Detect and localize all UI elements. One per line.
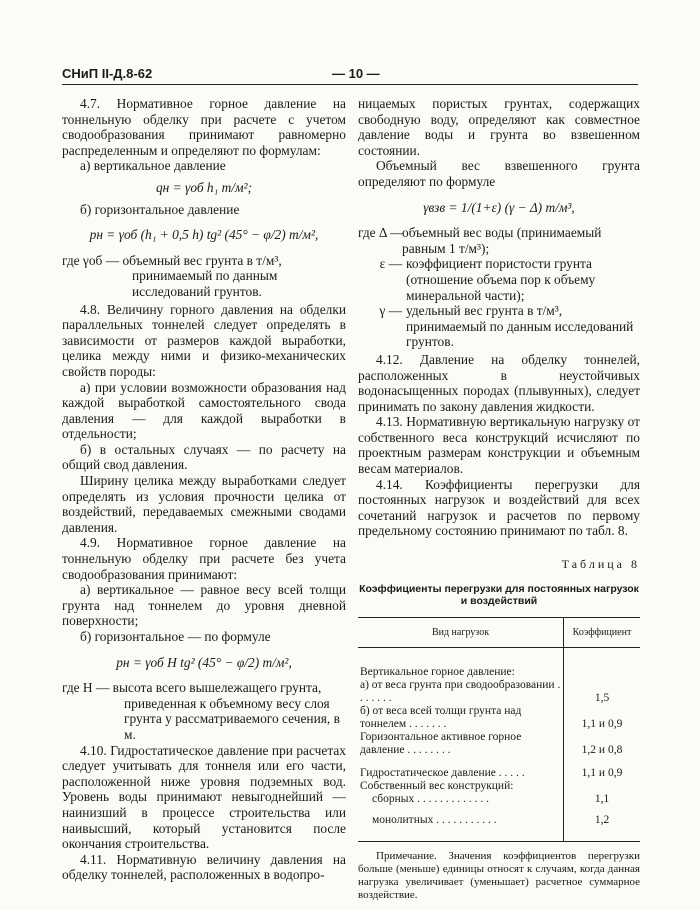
definition-gamma [358, 303, 640, 350]
table-header-row [358, 617, 640, 647]
table-row [358, 806, 640, 842]
table-row [358, 793, 640, 806]
paragraph-4-7: 4.7. Нормативное горное давление на тоннельную обделку при расчете с учетом сводообразования принимают равномерно распределенным и определяют по формулам: [62, 96, 346, 158]
load-type-cell: Горизонтальное активное горное давление . . . . . . . . [360, 730, 522, 756]
item-separate-vault: а) при условии возможности образования над каждой выработкой самостоятельного свода давления — для каждой выработки в отдельности; [62, 379, 346, 442]
paragraph-suspended-weight: Объемный вес взвешенного грунта определяют по формуле [358, 158, 640, 189]
formula-p2: pн = γоб H tg² (45° − φ/2) т/м², [116, 654, 292, 670]
definition-epsilon [358, 256, 640, 303]
load-type-cell: Гидростатическое давление . . . . . [360, 766, 525, 779]
definition-delta [358, 225, 640, 256]
table-row [358, 731, 640, 757]
item-horizontal-pressure: б) горизонтальное давление [80, 201, 240, 217]
paragraph-4-11: 4.11. Нормативную величину давления на обделку тоннелей, расположенных в водопро- [62, 851, 346, 883]
item-vertical-pressure: а) вертикальное давление [80, 158, 226, 174]
right-column [358, 96, 640, 902]
formula-gamma-vzv: γвзв = 1/(1+ε) (γ − Δ) т/м³, [423, 199, 575, 215]
paragraph-4-12: 4.12. Давление на обделку тоннелей, расположенных в неустойчивых водонасыщенных породах (плывунных), следует принимать по закону давления жидкости. [358, 351, 640, 414]
overload-coefficients-table [358, 617, 640, 842]
table-row [358, 679, 640, 705]
load-type-cell: Вертикальное горное давление: [360, 665, 515, 678]
table-title: Коэффициенты перегрузки для постоянных нагрузок и воздействий [359, 582, 639, 607]
paragraph-4-9: 4.9. Нормативное горное давление на тоннельную обделку при расчете без учета сводообразования принимают: [62, 535, 346, 582]
table-row [358, 705, 640, 731]
load-type-cell: сборных . . . . . . . . . . . . . [372, 792, 489, 805]
running-header [62, 66, 638, 85]
table-row [358, 647, 640, 679]
item-vertical: а) вертикальное — равное весу всей толщи грунта над тоннелем до уровня дневной поверхности; [62, 582, 346, 629]
table-row [358, 780, 640, 793]
paragraph-4-14: 4.14. Коэффициенты перегрузки для постоянных нагрузок и воздействий для всех сочетаний нагрузок и расчетов по первому предельному состоянию принимают по табл. 8. [358, 476, 640, 539]
paragraph-4-8: 4.8. Величину горного давления на обделки параллельных тоннелей следует определять в зависимости от размеров каждой выработки, целика между ними и физико-механических свойств породы: [62, 301, 346, 379]
definition-symbol: где Δ — [358, 225, 404, 241]
definition-text: удельный вес грунта в т/м³, принимаемый по данным исследований грунтов. [406, 303, 634, 350]
load-type-cell: а) от веса грунта при сводообразовании . . . . . . . [360, 678, 561, 704]
formula-p1: pн = γоб (h₁ + 0,5 h) tg² (45° − φ/2) т/м², [89, 227, 319, 243]
left-column [62, 96, 346, 883]
item-horizontal: б) горизонтальное — по формуле [80, 629, 271, 644]
item-common-vault: б) в остальных случаях — по расчету на общий свод давления. [62, 441, 346, 473]
coefficient-cell [564, 780, 641, 793]
definition-symbol: ε — [379, 256, 402, 272]
paragraph-pillar-width: Ширину целика между выработками следует определять из условия прочности целика от воздействий, передаваемых смежными сводами давления. [62, 473, 346, 535]
column-header-load-type: Вид нагрузок [358, 617, 564, 647]
table-row [358, 757, 640, 780]
definition-symbol: γ — [379, 303, 402, 319]
formula-q: qн = γоб h₁ т/м²; [155, 179, 253, 195]
coefficient-cell [564, 647, 641, 679]
coefficient-cell: 1,5 [564, 679, 641, 705]
paragraph-4-13: 4.13. Нормативную вертикальную нагрузку от собственного веса конструкций исчисляют по проектным размерам конструкции и объемным весам материалов. [358, 414, 640, 477]
paragraph-continuation: ницаемых пористых грунтах, содержащих свободную воду, определяют как совместное давление воды и грунта во взвешенном состоянии. [358, 96, 640, 158]
document-code: СНиП II-Д.8-62 [62, 66, 153, 81]
page-number: — 10 — [332, 66, 380, 81]
paragraph-4-10: 4.10. Гидростатическое давление при расчетах следует учитывать для тоннеля или его части, расположенной ниже уровня подземных вод. Уровень воды принимают невыгоднейший — наинизший в процессе строительства или наивысший, который установится после окончания строительства. [62, 742, 346, 852]
coefficient-cell: 1,1 [564, 793, 641, 806]
definition-h: где H — высота всего вышележащего грунта, приведенная к объемному весу слоя грунта у рассматриваемого сечения, в м. [62, 680, 340, 742]
coefficient-cell: 1,2 и 0,8 [564, 731, 641, 757]
table-caption: Таблица 8 [561, 557, 640, 572]
definition-gamma-ob: где γоб — объемный вес грунта в т/м³, принимаемый по данным исследований грунтов. [62, 252, 282, 299]
coefficient-cell: 1,2 [564, 806, 641, 842]
table-note: Примечание. Значения коэффициентов перегрузки больше (меньше) единицы относят к случаям, когда данная нагрузка увеличивает (уменьшает) расчетное суммарное воздействие. [358, 849, 640, 901]
load-type-cell: монолитных . . . . . . . . . . . [358, 806, 564, 842]
load-type-cell: б) от веса всей толщи грунта над тоннелем . . . . . . . [360, 704, 522, 730]
load-type-cell: Собственный вес конструкций: [360, 779, 514, 792]
column-header-coefficient: Коэффициент [564, 617, 641, 647]
coefficient-cell: 1,1 и 0,9 [564, 757, 641, 780]
definitions-list [358, 225, 640, 350]
definition-text: объемный вес воды (принимаемый равным 1 т/м³); [402, 225, 602, 256]
definition-text: коэффициент пористости грунта (отношение объема пор к объему минеральной части); [406, 256, 596, 303]
coefficient-cell: 1,1 и 0,9 [564, 705, 641, 731]
